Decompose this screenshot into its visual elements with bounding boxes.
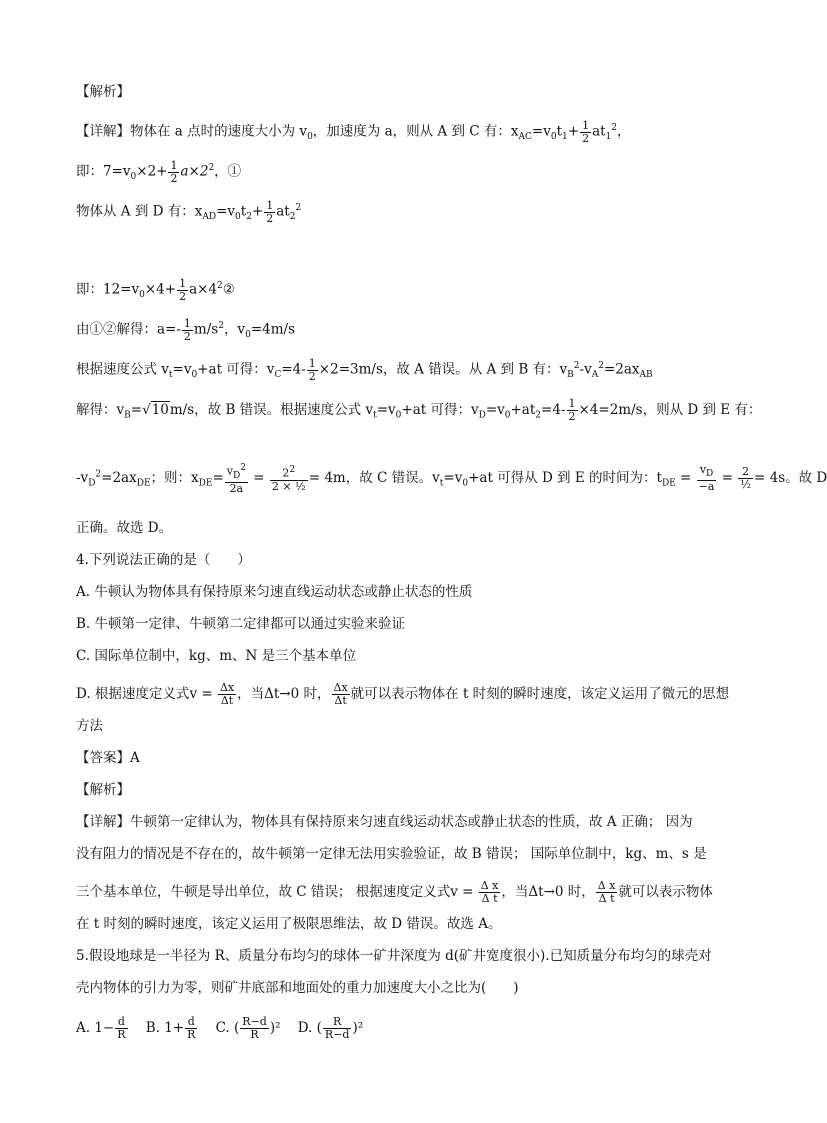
detail-line-2: 即：$7=v_0\times 2+$ $\frac{1}{2}$ $a\times 2^2$，① [76,158,242,185]
question-4-title: 4.下列说法正确的是（ ） [76,552,251,568]
q5-option-c: C. ( $\frac{R-d}{R}$ )² [215,1015,281,1041]
analysis-heading: 【解析】 [76,84,130,100]
detail-tag: 【详解】 [76,123,130,140]
explanation-line-3: 三个基本单位，牛顿是导出单位，故 C 错误； 根据速度定义式v = $\frac{\text{Δ x}}{\text{Δ t}}$ ，当Δt→0 时， $\frac{\text{Δ x}}{\text{Δ t}}$ 就可以表示物体 [76,879,713,905]
q4-option-d-cont: 方法 [76,718,103,734]
answer-line: 【答案】A [76,750,140,766]
q5-option-d: D. ( $\frac{R}{R-d}$ )² [297,1015,364,1041]
detail-line-8: $-v_D^2=2ax_{DE}$；则：$x_{DE}=$ $\frac{v_D^2}{2a}$ = $\frac{2^2}{\text{2 × ½}}$ = 4m，故 C 错误。$v_t=v_0+at$ 可得从 D 到 E 的时间为：$t_{DE}$ = $\frac{v_D}{-a}$ = $\frac{2}{\text{½}}$ = 4s。故 D [76,462,827,495]
explanation-line-2: 没有阻力的情况是不存在的，故牛顿第一定律无法用实验验证，故 B 错误； 国际单位制中，kg、m、s 是 [76,846,707,862]
fraction: $\frac{1}{2}$ [582,118,590,145]
detail-line-1: 【详解】物体在 a 点时的速度大小为 $v_0$，加速度为 a，则从 A 到 C 有：$x_{AC}=v_0t_1+$ $\frac{1}{2}$ $at_1^2$， [76,118,631,145]
q4-option-d: D. 根据速度定义式v = $\frac{\Delta x}{\Delta t}$ ，当Δt→0 时， $\frac{\Delta x}{\Delta t}$ 就可以表示物体在 t 时刻的瞬时速度，该定义运用了微元的思想 [76,681,730,707]
q5-options [76,1016,363,1041]
analysis-heading-2: 【解析】 [76,782,130,798]
detail-line-9: 正确。故选 D。 [76,520,173,536]
detail-line-6: 根据速度公式 $v_t=v_0+at$ 可得：$v_C=4-$ $\frac{1}{2}$ ×2=3m/s，故 A 错误。从 A 到 B 有：$v_B^2-v_A^2=2ax_{AB}$ [76,356,653,383]
question-5-line-2: 壳内物体的引力为零，则矿井底部和地面处的重力加速度大小之比为( ) [76,980,519,996]
q4-option-b: B. 牛顿第一定律、牛顿第二定律都可以通过实验来验证 [76,616,406,632]
detail-line-3: 物体从 A 到 D 有：$x_{AD}=v_0t_2+$ $\frac{1}{2}$ $at_2^2$ [76,198,302,225]
detail-line-4: 即：$12=v_0\times 4+$ $\frac{1}{2}$ $a\times 4^2②$ [76,276,235,303]
q4-option-c: C. 国际单位制中，kg、m、N 是三个基本单位 [76,648,357,664]
explanation-line-1: 【详解】牛顿第一定律认为，物体具有保持原来匀速直线运动状态或静止状态的性质，故 A 正确； 因为 [76,814,693,830]
q5-option-a: A. 1− $\frac{d}{R}$ [76,1015,126,1041]
detail-line-7: 解得：$v_B=√10m/s$，故 B 错误。根据速度公式 $v_t=v_0+at$ 可得：$v_D=v_0+at_2=4-$ $\frac{1}{2}$ ×4=2m/s，则从 D 到 E 有： [76,397,762,423]
q5-option-b: B. 1+ $\frac{d}{R}$ [145,1015,196,1041]
question-5-line-1: 5.假设地球是一半径为 R、质量分布均匀的球体一矿井深度为 d(矿井宽度很小).已知质量分布均匀的球壳对 [76,948,712,964]
detail-line-5: 由①②解得：a=- $\frac{1}{2}$ $m/s^2$，$v_0=4m/s$ [76,316,295,343]
q4-option-a: A. 牛顿认为物体具有保持原来匀速直线运动状态或静止状态的性质 [76,584,473,600]
explanation-line-4: 在 t 时刻的瞬时速度，该定义运用了极限思维法，故 D 错误。故选 A。 [76,916,502,932]
